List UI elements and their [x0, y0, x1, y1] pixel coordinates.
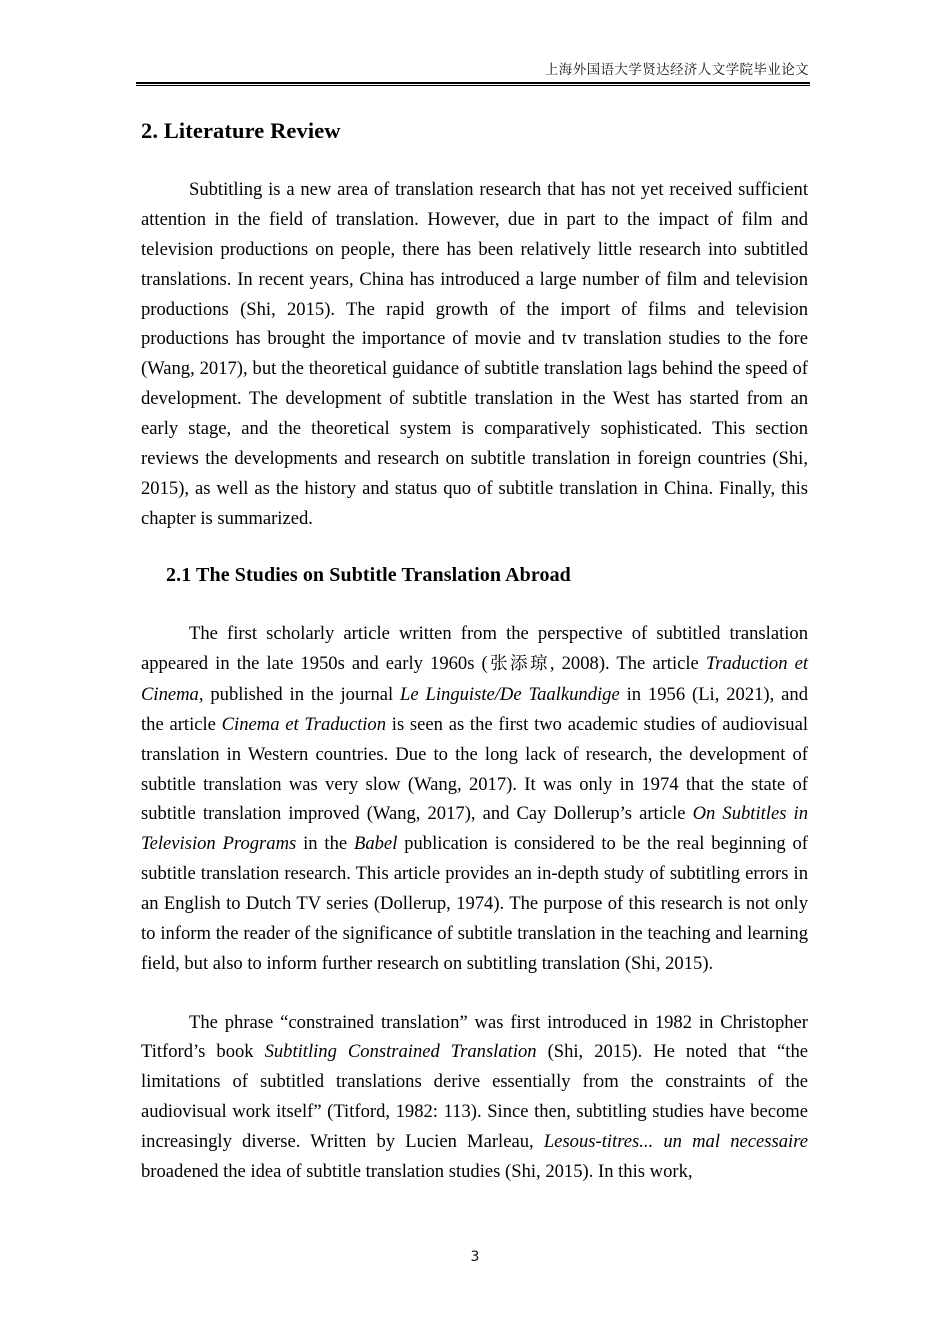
running-header-text: 上海外国语大学贤达经济人文学院毕业论文 — [544, 62, 809, 78]
paragraph-studies-abroad — [141, 619, 808, 978]
text-run: (Shi, 2015). He noted that “the limitations of subtitled translations derive essentially from the constraints of the audiovisual work itself” (Titford, 1982: 113). Since then, subtitling studies have become increasingly diverse. Written by Lucien Marleau, — [141, 1041, 808, 1152]
title-on-subtitles: On Subtitles in Television Programs — [141, 803, 808, 855]
spacer — [141, 533, 808, 562]
text-run: publication is considered to be the real beginning of subtitle translation research. This article provides an in-depth study of subtitling errors in an English to Dutch TV series (Dollerup, 1974). The purpose of this research is not only to inform the reader of the significance of subtitle translation in the teaching and learning field, but also to inform further research on subtitling translation (Shi, 2015). — [141, 833, 808, 974]
text-run: , 2008). The article — [549, 653, 706, 675]
page-footer — [0, 1248, 950, 1266]
journal-babel: Babel — [353, 833, 398, 855]
text-run: in the — [296, 833, 354, 855]
cjk-author-name: 张添琼 — [487, 654, 550, 675]
title-subtitling-constrained-translation: Subtitling Constrained Translation — [264, 1041, 537, 1063]
text-run: published in the journal — [203, 684, 401, 706]
text-run: broadened the idea of subtitle translation studies (Shi, 2015). In this work, — [141, 1160, 693, 1182]
spacer — [141, 588, 808, 619]
paragraph-constrained-translation — [141, 1008, 808, 1187]
text-run: in 1956 (Li, 2021), and the article — [141, 684, 808, 735]
page-number: 3 — [470, 1249, 480, 1265]
text-run: The phrase “constrained translation” was first introduced in 1982 in Christopher Titford’s book — [141, 1011, 808, 1063]
spacer — [141, 145, 808, 175]
page-content — [141, 116, 808, 1187]
title-traduction-et-cinema: Traduction et Cinema, — [141, 653, 808, 706]
title-lesous-titres: Lesous-titres... un mal necessaire — [543, 1130, 808, 1152]
journal-le-linguiste: Le Linguiste/De Taalkundige — [400, 684, 620, 706]
section-heading-2-1: 2.1 The Studies on Subtitle Translation Abroad — [166, 564, 571, 587]
running-header — [136, 62, 810, 86]
text-run: is seen as the first two academic studies of audiovisual translation in Western countries. Due to the long lack of research, the development of subtitle translation was very slow (Wang, 2017). It was only in 1974 that the state of subtitle translation improved (Wang, 2017), and Cay Dollerup’s article — [141, 713, 808, 825]
text-run: The first scholarly article written from the perspective of subtitled translation appeared in the late 1950s and early 1960s ( — [141, 623, 808, 675]
spacer — [141, 979, 808, 1008]
chapter-heading: 2. Literature Review — [141, 118, 341, 143]
title-cinema-et-traduction: Cinema et Traduction — [221, 713, 387, 735]
header-rule — [136, 82, 810, 86]
intro-paragraph: Subtitling is a new area of translation research that has not yet received sufficient attention in the field of translation. However, due in part to the impact of film and television productions on people, there has been relatively little research into subtitled translations. In recent years, China has introduced a large number of film and television productions (Shi, 2015). The rapid growth of the import of films and television productions has brought the importance of movie and tv translation studies to the fore (Wang, 2017), but the theoretical guidance of subtitle translation lags behind the speed of development. The development of subtitle translation in the West has started from an early stage, and the theoretical system is comparatively sophisticated. This section reviews the developments and research on subtitle translation in foreign countries (Shi, 2015), as well as the history and status quo of subtitle translation in China. Finally, this chapter is summarized. — [141, 179, 808, 529]
